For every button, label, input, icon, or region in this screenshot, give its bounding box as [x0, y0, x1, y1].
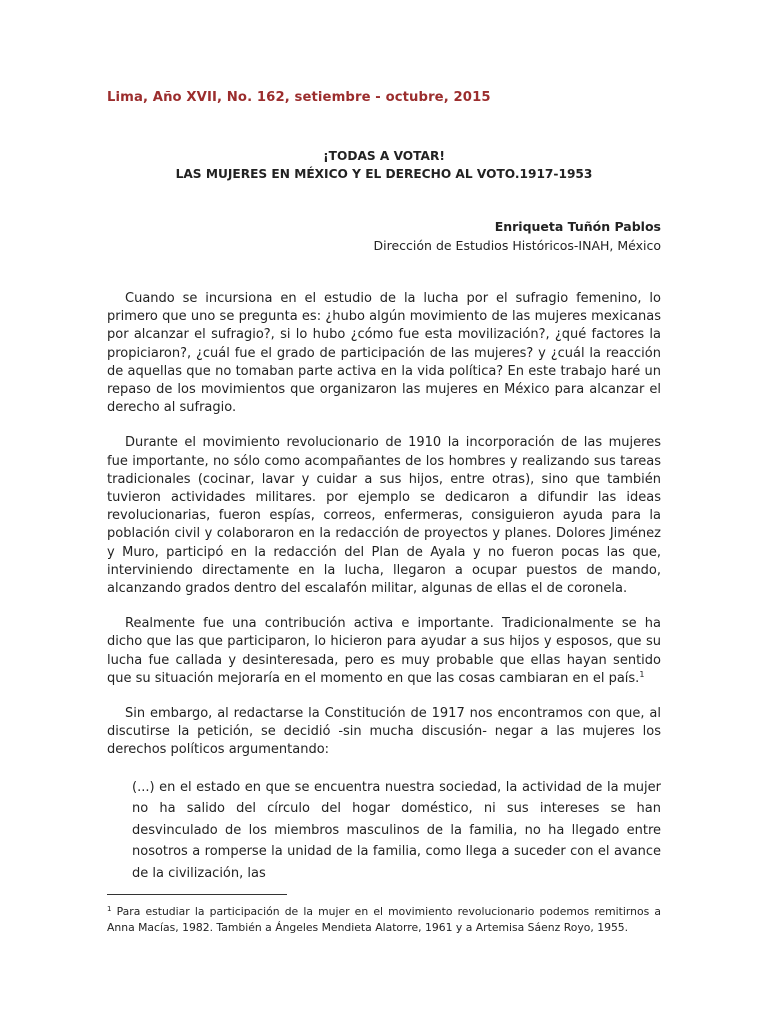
paragraph-1: Cuando se incursiona en el estudio de la lucha por el sufragio femenino, lo primero que uno se pregunta es: ¿hubo algún movimiento de las mujeres mexicanas por alcanzar el sufragio?, si lo hubo ¿cómo fue esta movilización?, ¿qué factores la propiciaron?, ¿cuál fue el grado de participación de las mujeres? y ¿cuál la reacción de aquellas que no tomaban parte activa en la vida política? En este trabajo haré un repaso de los movimientos que organizaron las mujeres en México para alcanzar el derecho al sufragio.: [107, 291, 661, 416]
article-title: [107, 147, 661, 183]
paragraph-3: [107, 615, 661, 688]
footnote-reference[interactable]: 1: [639, 669, 645, 679]
title-line-1: ¡TODAS A VOTAR!: [323, 149, 445, 163]
footnote-divider: [107, 894, 287, 895]
footnote-number: 1: [107, 905, 112, 913]
paragraph-4: Sin embargo, al redactarse la Constitución de 1917 nos encontramos con que, al discutirse la petición, se decidió -sin mucha discusión- negar a las mujeres los derechos políticos argumentando:: [107, 706, 661, 758]
article-body: [107, 290, 661, 884]
title-line-2: LAS MUJERES EN MÉXICO Y EL DERECHO AL VOTO.1917-1953: [175, 167, 593, 181]
footnote: [107, 904, 661, 935]
publication-line: Lima, Año XVII, No. 162, setiembre - octubre, 2015: [107, 90, 491, 105]
author-affiliation: Dirección de Estudios Históricos-INAH, México: [373, 237, 661, 253]
paragraph-3-text: Realmente fue una contribución activa e importante. Tradicionalmente se ha dicho que las que participaron, lo hicieron para ayudar a sus hijos y esposos, que su lucha fue callada y desinteresada, pero es muy probable que ellas hayan sentido que su situación mejoraría en el momento en que las cosas cambiaran en el país.: [107, 616, 661, 686]
paragraph-2: Durante el movimiento revolucionario de 1910 la incorporación de las mujeres fue importante, no sólo como acompañantes de los hombres y realizando sus tareas tradicionales (cocinar, lavar y cuidar a sus hijos, entre otras), sino que también tuvieron actividades militares. por ejemplo se dedicaron a difundir las ideas revolucionarias, fueron espías, correos, enfermeras, consiguieron ayuda para la población civil y colaboraron en la redacción de proyectos y planes. Dolores Jiménez y Muro, participó en la redacción del Plan de Ayala y no fueron pocas las que, interviniendo directamente en la lucha, llegaron a ocupar puestos de mando, alcanzando grados dentro del escalafón militar, algunas de ellas el de coronela.: [107, 435, 661, 597]
author-block: [374, 218, 661, 255]
author-name: Enriqueta Tuñón Pablos: [494, 219, 661, 234]
footnote-text: Para estudiar la participación de la mujer en el movimiento revolucionario podemos remitirnos a Anna Macías, 1982. También a Ángeles Mendieta Alatorre, 1961 y a Artemisa Sáenz Royo, 1955.: [107, 905, 661, 934]
block-quote: (...) en el estado en que se encuentra nuestra sociedad, la actividad de la mujer no ha salido del círculo del hogar doméstico, ni sus intereses se han desvinculado de los miembros masculinos de la familia, no ha llegado entre nosotros a romperse la unidad de la familia, como llega a suceder con el avance de la civilización, las: [132, 779, 661, 881]
